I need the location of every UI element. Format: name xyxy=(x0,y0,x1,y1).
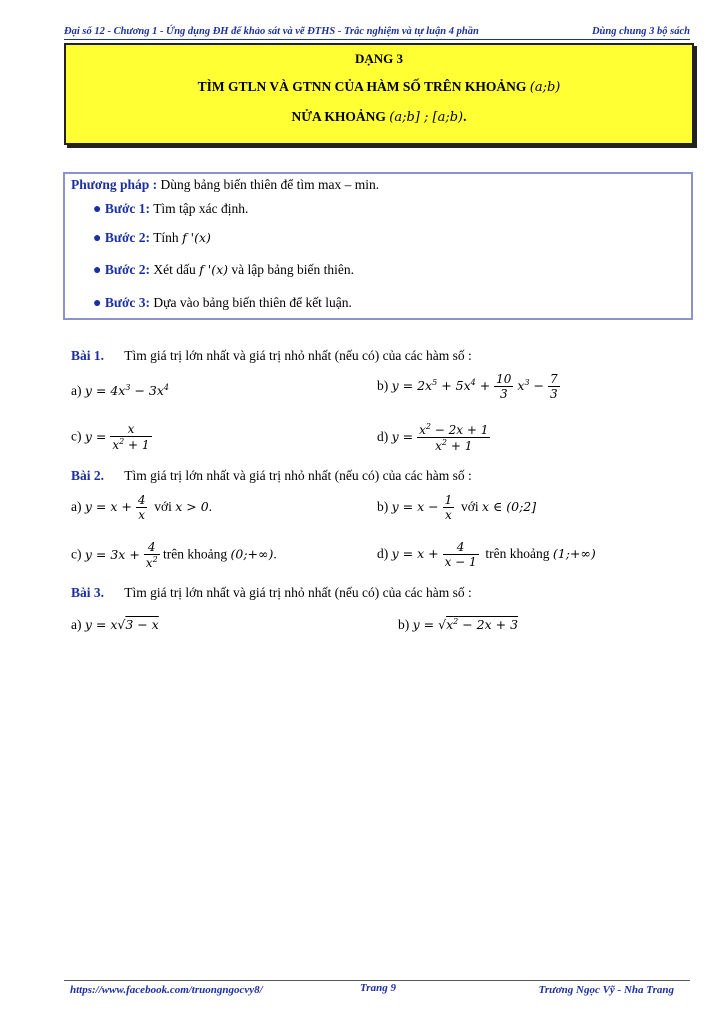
bai3-a xyxy=(71,617,159,633)
bai3-b xyxy=(398,617,518,633)
bai2-a: a) y = x + $\frac{4}{x}$ với x > 0. xyxy=(71,493,213,522)
step-3 xyxy=(93,262,354,279)
part-label: d) xyxy=(377,429,389,444)
math-expression: y = 3x + $\frac{4}{x^2}$ xyxy=(84,540,158,570)
title-line3-math: (a;b] ; [a;b) xyxy=(389,110,464,125)
step-label: Bước 3: xyxy=(104,295,151,310)
part-label: a) xyxy=(71,383,82,399)
title-line1: DẠNG 3 xyxy=(354,51,404,66)
bai3-label: Bài 3. xyxy=(71,585,105,600)
word-voi: với xyxy=(154,499,172,514)
step-text: Tính xyxy=(153,230,179,245)
word-tren-khoang: trên khoảng xyxy=(485,546,550,561)
part-label: b) xyxy=(398,617,410,633)
math-expression: y = x + $\frac{4}{x - 1}$ xyxy=(391,540,477,569)
math-expression: $y = 4x^3 - 3x^4$ xyxy=(84,383,169,399)
footer-link[interactable]: https://www.facebook.com/truongngocvy8/ xyxy=(70,984,263,996)
method-heading xyxy=(71,177,379,193)
math-condition: x ∈ (0;2] xyxy=(481,499,537,514)
part-label: c) xyxy=(71,546,82,562)
word-voi: với xyxy=(460,499,479,514)
page-header xyxy=(64,26,690,40)
part-label: c) xyxy=(71,428,82,444)
step-math: f '(x) xyxy=(199,262,228,277)
bai3-text: Tìm giá trị lớn nhất và giá trị nhỏ nhất (nếu có) của các hàm số : xyxy=(124,585,472,600)
bai2-heading xyxy=(71,468,472,484)
title-line2-math: (a;b) xyxy=(529,80,561,95)
step-text2: và lập bảng biến thiên. xyxy=(231,262,354,277)
title-line3-end: . xyxy=(463,109,467,124)
math-expression: $y = √x^2 - 2x + 3$ xyxy=(412,617,519,633)
bai1-d xyxy=(377,422,490,453)
math-expression: $y = 2x^5 + 5x^4$ + $\frac{10}{3}$ $x^3$ − $\frac{7}{3}$ xyxy=(391,372,558,401)
method-box xyxy=(63,172,693,320)
bai1-c xyxy=(71,422,152,452)
title-box xyxy=(64,43,694,145)
method-label: Phương pháp : xyxy=(71,177,158,192)
step-text: Tìm tập xác định. xyxy=(153,201,249,216)
part-label: b) xyxy=(377,499,389,514)
bullet-icon: ● xyxy=(93,202,102,217)
bai1-a xyxy=(71,383,169,399)
footer-page: Trang 9 xyxy=(360,982,396,994)
part-label: b) xyxy=(377,378,389,393)
step-4 xyxy=(93,295,352,312)
bai2-label: Bài 2. xyxy=(71,468,105,483)
math-expression: y = x√3 − x xyxy=(84,617,159,632)
bai1-label: Bài 1. xyxy=(71,348,105,363)
title-line3-text: NỬA KHOẢNG xyxy=(291,109,386,124)
bullet-icon: ● xyxy=(93,231,102,246)
math-expression: y = x − $\frac{1}{x}$ xyxy=(391,493,453,522)
title-line3 xyxy=(66,109,692,125)
math-expression: y = $\frac{x^2 - 2x + 1}{x^2 + 1}$ xyxy=(391,422,489,453)
step-label: Bước 2: xyxy=(104,230,151,245)
bullet-icon: ● xyxy=(93,296,102,311)
title-line2 xyxy=(66,79,692,95)
header-right: Dùng chung 3 bộ sách xyxy=(591,26,690,37)
math-condition: x > 0 xyxy=(175,499,209,514)
math-condition: (1;+∞) xyxy=(552,546,596,561)
bai2-c: c) y = 3x + $\frac{4}{x^2}$ trên khoảng (0;+∞). xyxy=(71,540,277,570)
math-expression: y = $\frac{x}{x^2 + 1}$ xyxy=(84,422,150,452)
bai3-heading xyxy=(71,585,472,601)
bullet-icon: ● xyxy=(93,263,102,278)
bai1-heading xyxy=(71,348,472,364)
step-text: Dựa vào bảng biến thiên để kết luận. xyxy=(153,295,352,310)
footer-divider xyxy=(64,980,690,981)
part-label: a) xyxy=(71,499,82,514)
step-math: f '(x) xyxy=(182,230,211,245)
step-label: Bước 1: xyxy=(104,201,151,216)
method-text: Dùng bảng biến thiên để tìm max – min. xyxy=(160,177,380,192)
step-label: Bước 2: xyxy=(104,262,151,277)
step-text: Xét dấu xyxy=(153,262,196,277)
bai2-d xyxy=(377,540,596,569)
math-condition: (0;+∞) xyxy=(230,546,274,562)
bai1-text: Tìm giá trị lớn nhất và giá trị nhỏ nhất (nếu có) của các hàm số : xyxy=(124,348,472,363)
part-label: a) xyxy=(71,617,82,632)
math-expression: y = x + $\frac{4}{x}$ xyxy=(84,493,146,522)
part-label: d) xyxy=(377,546,389,561)
step-2 xyxy=(93,230,211,247)
bai1-b xyxy=(377,372,560,401)
word-tren-khoang: trên khoảng xyxy=(163,546,228,562)
header-left: Đại số 12 - Chương 1 - Ứng dụng ĐH để khảo sát và vẽ ĐTHS - Trắc nghiệm và tự luận 4 phần xyxy=(64,26,479,37)
step-1 xyxy=(93,201,248,218)
title-line2-text: TÌM GTLN VÀ GTNN CỦA HÀM SỐ TRÊN KHOẢNG xyxy=(197,79,527,94)
footer-author: Trương Ngọc Vỹ - Nha Trang xyxy=(538,984,674,996)
bai2-text: Tìm giá trị lớn nhất và giá trị nhỏ nhất (nếu có) của các hàm số : xyxy=(124,468,472,483)
bai2-b xyxy=(377,493,536,522)
